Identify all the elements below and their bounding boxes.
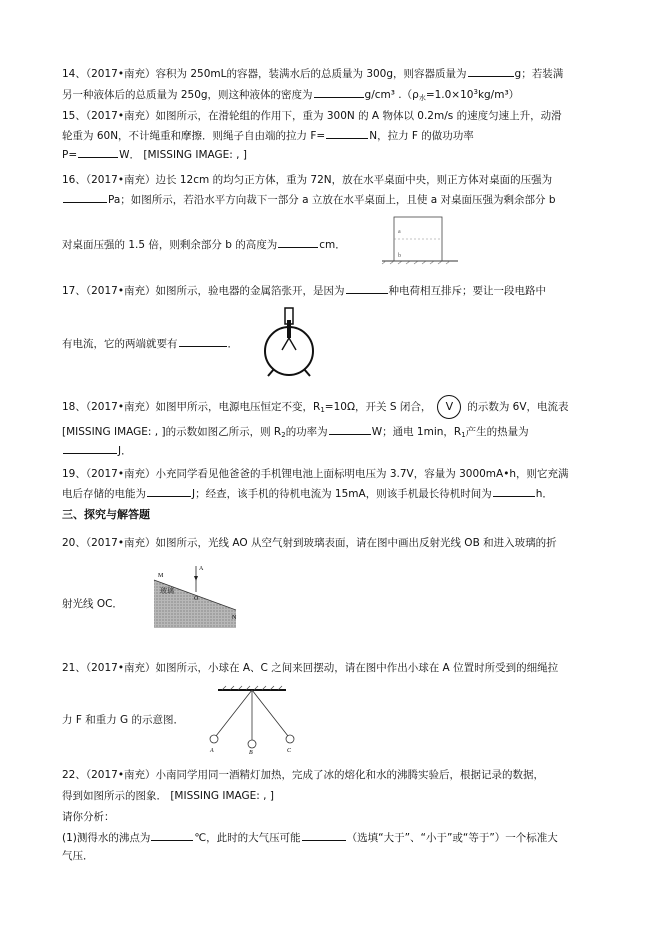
q22-line3: 请你分析： [62,811,115,823]
answer-blank[interactable] [78,147,118,158]
q15-line3: P= W． [MISSING IMAGE: , ] [62,149,247,161]
q18-line1: 18、（2017•南充）如图甲所示，电源电压恒定不变，$R_1=10\Omega$，开关 S 闭合， V 的示数为 6V，电流表 [62,395,569,421]
q21-line1: 21、（2017•南充）如图所示，小球在 A、C 之间来回摆动，请在图中作出小球在 A 位置时所受到的细绳拉 [62,662,559,674]
label-C: C [287,748,292,754]
q20-line1: 20、（2017•南充）如图所示，光线 AO 从空气射到玻璃表面，请在图中画出反射光线 OB 和进入玻璃的折 [62,537,557,549]
q17-line1: 17、（2017•南充）如图所示，验电器的金属箔张开，是因为 种电荷相互排斥；要让一段电路中 [62,285,547,297]
label-O: O [194,596,199,602]
q22-line5: 气压． [62,850,94,862]
label-glass: 玻璃 [160,587,174,595]
label-b: b [398,253,401,259]
label-a: a [398,229,401,235]
q16-line3: 对桌面压强的 1.5 倍，则剩余部分 b 的高度为 cm． [62,239,346,251]
q19-line2: 电后存储的电能为 J；经查，该手机的待机电流为 15mA，则该手机最长待机时间为 h． [62,488,553,500]
section-heading: 三、探究与解答题 [62,508,150,521]
q14-line2: 另一种液体后的总质量为 250g，则这种液体的密度为 g/cm³ $.(\rho_水=1.0\times 10^3kg/m^3)$ [62,88,520,102]
answer-blank[interactable] [63,443,117,454]
q15-line1: 15、（2017•南充）如图所示，在滑轮组的作用下，重为 300N 的 A 物体以 0.2m/s 的速度匀速上升，动滑 [62,110,562,122]
pendulum-figure [204,684,300,754]
q21-line2: 力 F 和重力 G 的示意图． [62,714,185,726]
answer-blank[interactable] [151,830,193,841]
label-B: B [249,750,253,754]
electroscope-figure [258,306,320,378]
q19-line1: 19、（2017•南充）小充同学看见他爸爸的手机锂电池上面标明电压为 3.7V，容量为 3000mA•h，则它充满 [62,468,569,480]
answer-blank[interactable] [147,486,191,497]
q22-line2: 得到如图所示的图象． [MISSING IMAGE: , ] [62,790,274,802]
answer-blank[interactable] [278,237,318,248]
q16-cube-figure [378,213,460,265]
voltmeter-icon: V [437,395,461,419]
answer-blank[interactable] [493,486,535,497]
label-A: A [210,748,214,754]
label-M: M [158,573,164,579]
answer-blank[interactable] [468,66,514,77]
answer-blank[interactable] [329,424,371,435]
q14-line1: 14、（2017•南充）容积为 250mL的容器，装满水后的总质量为 300g，则容器质量为 g；若装满 [62,68,564,80]
label-A: A [199,566,204,572]
q17-line2: 有电流，它的两端就要有 ． [62,338,238,350]
q22-line4: (1)测得水的沸点为 ℃，此时的大气压可能 （选填“大于”、“小于”或“等于”）一个标准大 [62,832,558,844]
q16-line1: 16、（2017•南充）边长 12cm 的均匀正方体，重为 72N，放在水平桌面中央，则正方体对桌面的压强为 [62,174,553,186]
q22-line1: 22、（2017•南充）小南同学用同一酒精灯加热，完成了冰的熔化和水的沸腾实验后，根据记录的数据， [62,769,545,781]
q20-light-figure [150,562,240,628]
q18-line2: [MISSING IMAGE: , ]的示数如图乙所示，则 $R_2$的功率为 W；通电 1min，$R_1$产生的热量为 [62,426,529,439]
label-N: N [232,615,237,621]
q18-line3: J． [62,443,132,458]
q15-line2: 轮重为 60N，不计绳重和摩擦．则绳子自由端的拉力 F= N，拉力 F 的做功功率 [62,130,474,142]
answer-blank[interactable] [346,283,388,294]
answer-blank[interactable] [314,87,364,98]
answer-blank[interactable] [302,830,346,841]
q16-line2: Pa；如图所示，若沿水平方向裁下一部分 a 立放在水平桌面上，且使 a 对桌面压强为剩余部分 b [62,192,556,207]
answer-blank[interactable] [63,192,107,203]
answer-blank[interactable] [179,336,227,347]
answer-blank[interactable] [326,128,368,139]
q20-line2: 射光线 OC． [62,598,123,610]
